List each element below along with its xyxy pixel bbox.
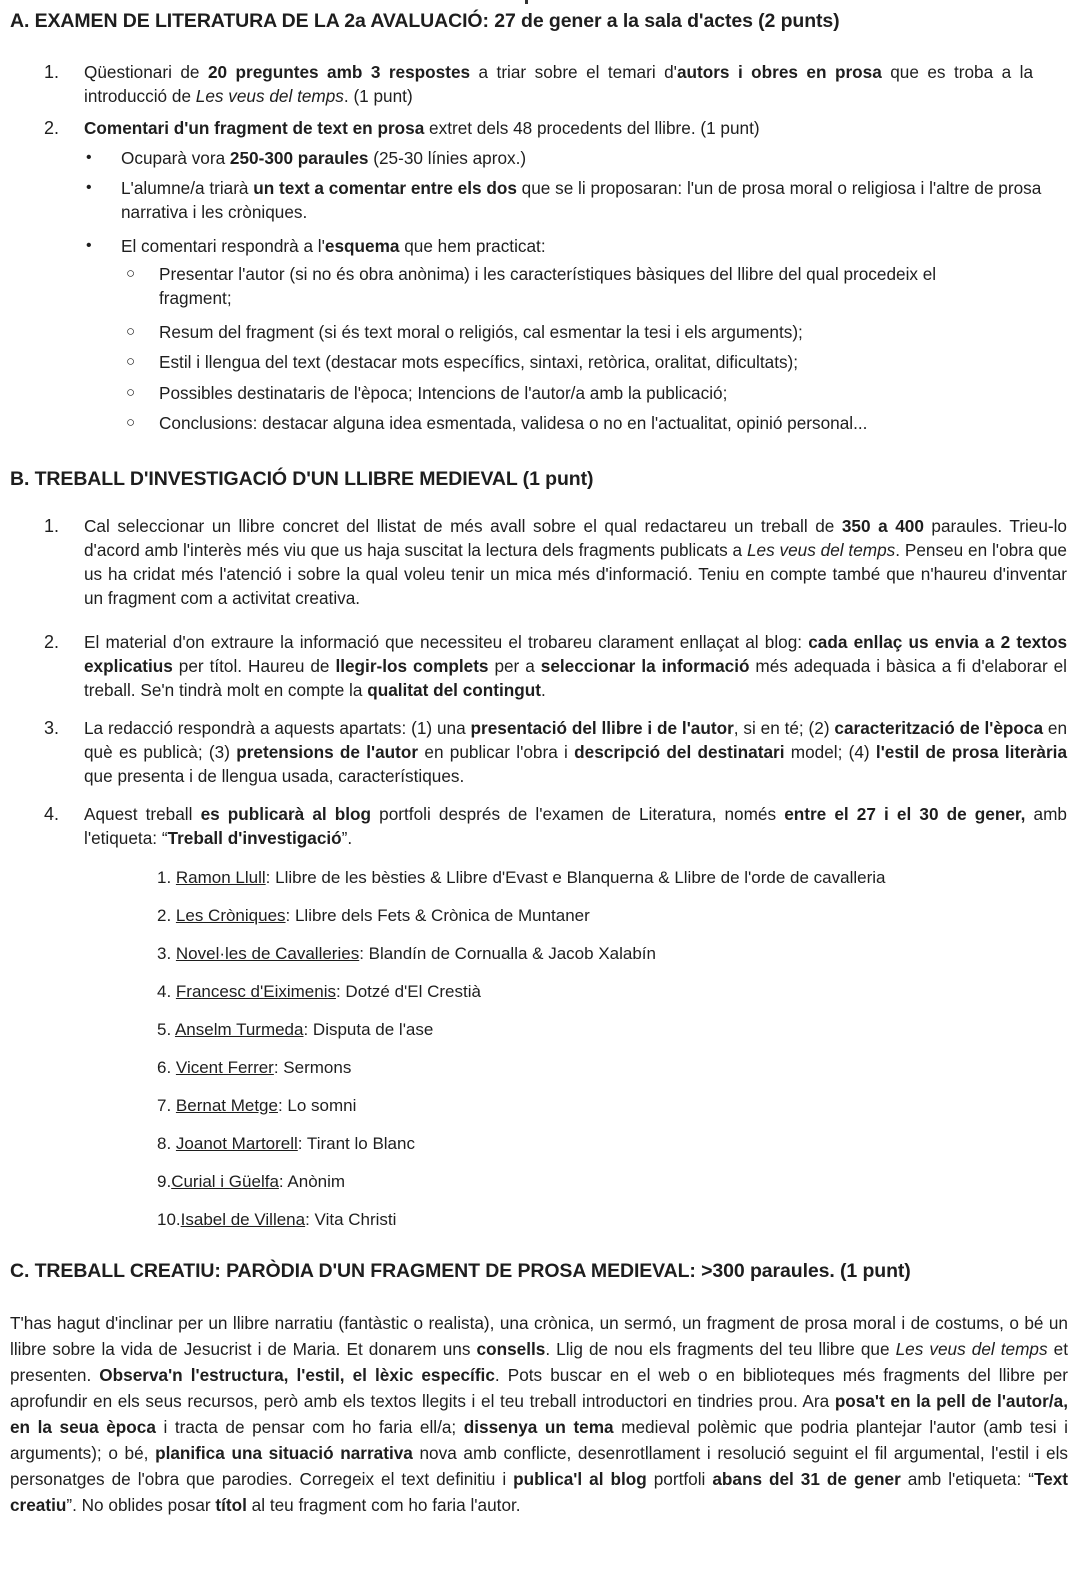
circle-bullet-icon: ○ — [126, 353, 136, 370]
bullet-marker: • — [86, 149, 92, 166]
list-item: 9.Curial i Güelfa: Anònim — [157, 1172, 346, 1191]
sub-item — [0, 320, 1083, 346]
sub-item-text: Conclusions: destacar alguna idea esmentada, validesa o no en l'actualitat, opinió personal... — [159, 413, 868, 433]
list-item — [0, 716, 1083, 792]
bullet-marker: • — [86, 237, 92, 254]
section-a-heading: A. EXAMEN DE LITERATURA DE LA 2a AVALUACIÓ: 27 de gener a la sala d'actes (2 punts) — [10, 10, 840, 32]
list-item — [0, 60, 1083, 110]
section-c-heading: C. TREBALL CREATIU: PARÒDIA D'UN FRAGMENT DE PROSA MEDIEVAL: >300 paraules. (1 punt) — [10, 1260, 911, 1282]
circle-bullet-icon: ○ — [126, 323, 136, 340]
sub-item-text: Presentar l'autor (si no és obra anònima) i les característiques bàsiques del llibre del qual procedeix el fragment; — [159, 264, 937, 308]
item-number: 2. — [44, 632, 60, 652]
scan-speck — [525, 0, 528, 4]
circle-bullet-icon: ○ — [126, 265, 136, 282]
bullet-item — [0, 146, 1083, 172]
list-item: 10.Isabel de Villena: Vita Christi — [157, 1210, 397, 1229]
list-item — [0, 802, 1083, 854]
author-link: Joanot Martorell — [175, 1134, 298, 1153]
item-number: 1. — [44, 516, 60, 536]
item-text: Qüestionari de 20 preguntes amb 3 respostes a triar sobre el temari d'autors i obres en prosa que es troba a la introducció de Les veus del temps. (1 punt) — [84, 62, 1033, 106]
author-link: Novel·les de Cavalleries — [175, 944, 360, 963]
item-text: El material d'on extraure la informació que necessiteu el trobareu clarament enllaçat al blog: cada enllaç us envia a 2 textos explicatius per títol. Haureu de llegir-los complets per a seleccionar la informació més adequada i bàsica a fi d'elaborar el treball. Se'n tindrà molt en compte la qualitat del contingut. — [84, 632, 1067, 700]
author-link: Isabel de Villena — [180, 1210, 306, 1229]
list-item: 3. Novel·les de Cavalleries: Blandín de Cornualla & Jacob Xalabín — [157, 944, 656, 963]
item-number: 3. — [44, 718, 60, 738]
sub-item-text: Resum del fragment (si és text moral o religiós, cal esmentar la tesi i els arguments); — [159, 322, 803, 342]
author-link: Anselm Turmeda — [174, 1020, 304, 1039]
author-link: Les Cròniques — [175, 906, 286, 925]
bullet-item — [0, 234, 1083, 260]
author-link: Ramon Llull — [175, 868, 266, 887]
sub-item — [0, 262, 1083, 312]
bullet-item — [0, 176, 1083, 226]
author-link: Vicent Ferrer — [175, 1058, 274, 1077]
section-c-paragraph: T'has hagut d'inclinar per un llibre narratiu (fantàstic o realista), una crònica, un sermó, un fragment de prosa moral i de costums, o bé un llibre sobre la vida de Jesucrist i de Maria. Et donarem uns consells. Llig de nou els fragments del teu llibre que Les veus del temps et presenten. Observa'n l'estructura, l'estil, el lèxic específic. Pots buscar en el web o en biblioteques més fragments del llibre per aprofundir en els seus recursos, però amb els textos llegits i el teu treball introductori en tindries prou. Ara posa't en la pell de l'autor/a, en la seua època i tracta de pensar com ho faria ell/a; dissenya un tema medieval polèmic que podria plantejar l'autor (amb tesi i arguments); o bé, planifica una situació narrativa nova amb conflicte, desenrotllament i resolució seguint el fil argumental, l'estil i els personatges de l'obra que parodies. Corregeix el text definitiu i publica'l al blog portfoli abans del 31 de gener amb l'etiqueta: “Text creatiu”. No oblides posar títol al teu fragment com ho faria l'autor. — [10, 1313, 1069, 1515]
item-number: 1. — [44, 62, 60, 82]
list-item — [0, 630, 1083, 706]
sub-item — [0, 350, 1083, 376]
list-item: 4. Francesc d'Eiximenis: Dotzé d'El Crestià — [157, 982, 481, 1001]
sub-item — [0, 411, 1083, 437]
item-text: Aquest treball es publicarà al blog portfoli després de l'examen de Literatura, només entre el 27 i el 30 de gener, amb l'etiqueta: “Treball d'investigació”. — [84, 804, 1067, 848]
item-number: 4. — [44, 804, 60, 824]
list-item — [0, 116, 1083, 142]
item-text: La redacció respondrà a aquests apartats: (1) una presentació del llibre i de l'autor, si en té; (2) caracterització de l'època en què es publicà; (3) pretensions de l'autor en publicar l'obra i descripció del destinatari model; (4) l'estil de prosa literària que presenta i de llengua usada, característiques. — [84, 718, 1068, 786]
bullet-text: Ocuparà vora 250-300 paraules (25-30 línies aprox.) — [121, 148, 527, 168]
section-b-heading: B. TREBALL D'INVESTIGACIÓ D'UN LLIBRE MEDIEVAL (1 punt) — [10, 468, 594, 490]
sub-item — [0, 381, 1083, 407]
item-text: Comentari d'un fragment de text en prosa extret dels 48 procedents del llibre. (1 punt) — [84, 118, 760, 138]
item-text: Cal seleccionar un llibre concret del llistat de més avall sobre el qual redactareu un treball de 350 a 400 paraules. Trieu-lo d'acord amb l'interès més viu que us haja suscitat la lectura dels fragments publicats a Les veus del temps. Penseu en l'obra que us ha cridat més l'atenció i sobre la qual voleu tenir un mica més d'informació. Teniu en compte també que n'haureu d'inventar un fragment com a activitat creativa. — [84, 516, 1067, 608]
list-item: 8. Joanot Martorell: Tirant lo Blanc — [157, 1134, 415, 1153]
bullet-text: El comentari respondrà a l'esquema que hem practicat: — [121, 236, 546, 256]
bullet-text: L'alumne/a triarà un text a comentar entre els dos que se li proposaran: l'un de prosa moral o religiosa i l'altre de prosa narrativa i les cròniques. — [121, 178, 1042, 222]
author-link: Bernat Metge — [175, 1096, 278, 1115]
circle-bullet-icon: ○ — [126, 384, 136, 401]
list-item: 2. Les Cròniques: Llibre dels Fets & Crònica de Muntaner — [157, 906, 590, 925]
author-link: Curial i Güelfa — [171, 1172, 279, 1191]
item-number: 2. — [44, 118, 60, 138]
author-link: Francesc d'Eiximenis — [175, 982, 336, 1001]
list-item: 7. Bernat Metge: Lo somni — [157, 1096, 357, 1115]
list-item: 1. Ramon Llull: Llibre de les bèsties & Llibre d'Evast e Blanquerna & Llibre de l'orde de cavalleria — [157, 868, 886, 887]
bullet-marker: • — [86, 179, 92, 196]
sub-item-text: Possibles destinataris de l'època; Intencions de l'autor/a amb la publicació; — [159, 383, 728, 403]
list-item: 6. Vicent Ferrer: Sermons — [157, 1058, 352, 1077]
list-item — [0, 514, 1083, 614]
sub-item-text: Estil i llengua del text (destacar mots específics, sintaxi, retòrica, oralitat, dificultats); — [159, 352, 799, 372]
circle-bullet-icon: ○ — [126, 414, 136, 431]
list-item: 5. Anselm Turmeda: Disputa de l'ase — [157, 1020, 434, 1039]
